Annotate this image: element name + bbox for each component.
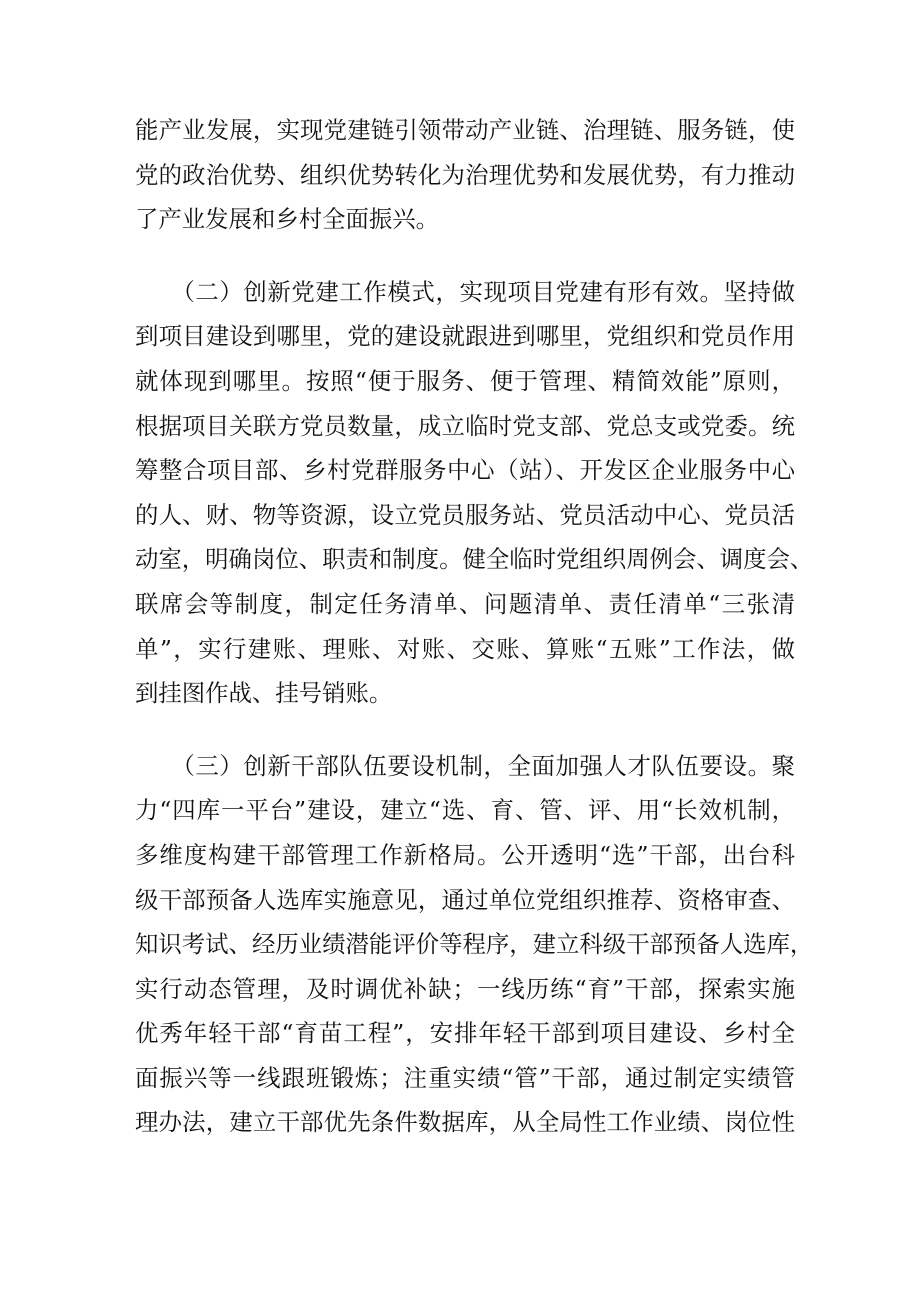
text-line: 理办法，建立干部优先条件数据库，从全局性工作业绩、岗位性 bbox=[135, 1108, 795, 1137]
paragraph-2 bbox=[135, 270, 814, 716]
text-line: 党的政治优势、组织优势转化为治理优势和发展优势，有力推动 bbox=[135, 160, 795, 189]
text-line: 面振兴等一线跟班锻炼；注重实绩“管”干部，通过制定实绩管 bbox=[135, 1063, 795, 1092]
text-line: 力“四库一平台”建设，建立“选、育、管、评、用“长效机制， bbox=[135, 796, 795, 825]
text-line: 联席会等制度，制定任务清单、问题清单、责任清单“三张清 bbox=[135, 589, 795, 618]
text-line: 的人、财、物等资源，设立党员服务站、党员活动中心、党员活 bbox=[135, 500, 795, 529]
text-line: 优秀年轻干部“育苗工程”，安排年轻干部到项目建设、乡村全 bbox=[135, 1019, 795, 1048]
text-line: （二）创新党建工作模式，实现项目党建有形有效。坚持做 bbox=[135, 277, 795, 306]
text-line: 到项目建设到哪里，党的建设就跟进到哪里，党组织和党员作用 bbox=[135, 322, 795, 351]
text-line: 筹整合项目部、乡村党群服务中心（站）、开发区企业服务中心 bbox=[135, 456, 795, 485]
text-line: （三）创新干部队伍要设机制，全面加强人才队伍要设。聚 bbox=[135, 751, 795, 780]
text-line: 多维度构建干部管理工作新格局。公开透明“选”干部，出台科 bbox=[135, 840, 795, 869]
text-line: 到挂图作战、挂号销账。 bbox=[135, 679, 393, 708]
text-line: 根据项目关联方党员数量，成立临时党支部、党总支或党委。统 bbox=[135, 411, 795, 440]
text-line: 就体现到哪里。按照“便于服务、便于管理、精简效能”原则， bbox=[135, 366, 795, 395]
text-line: 知识考试、经历业绩潜能评价等程序，建立科级干部预备人选库， bbox=[135, 930, 814, 959]
paragraph-1 bbox=[135, 108, 795, 242]
document-body bbox=[135, 108, 814, 1145]
paragraph-3 bbox=[135, 744, 814, 1145]
text-line: 动室，明确岗位、职责和制度。健全临时党组织周例会、调度会、 bbox=[135, 545, 814, 574]
text-line: 实行动态管理，及时调优补缺；一线历练“育”干部，探索实施 bbox=[135, 974, 795, 1003]
paragraph-spacer bbox=[135, 716, 795, 744]
text-line: 能产业发展，实现党建链引领带动产业链、治理链、服务链，使 bbox=[135, 116, 795, 144]
paragraph-spacer bbox=[135, 242, 795, 270]
text-line: 了产业发展和乡村全面振兴。 bbox=[135, 205, 440, 234]
text-line: 级干部预备人选库实施意见，通过单位党组织推荐、资格审查、 bbox=[135, 885, 795, 914]
text-line: 单”，实行建账、理账、对账、交账、算账“五账”工作法，做 bbox=[135, 634, 795, 663]
